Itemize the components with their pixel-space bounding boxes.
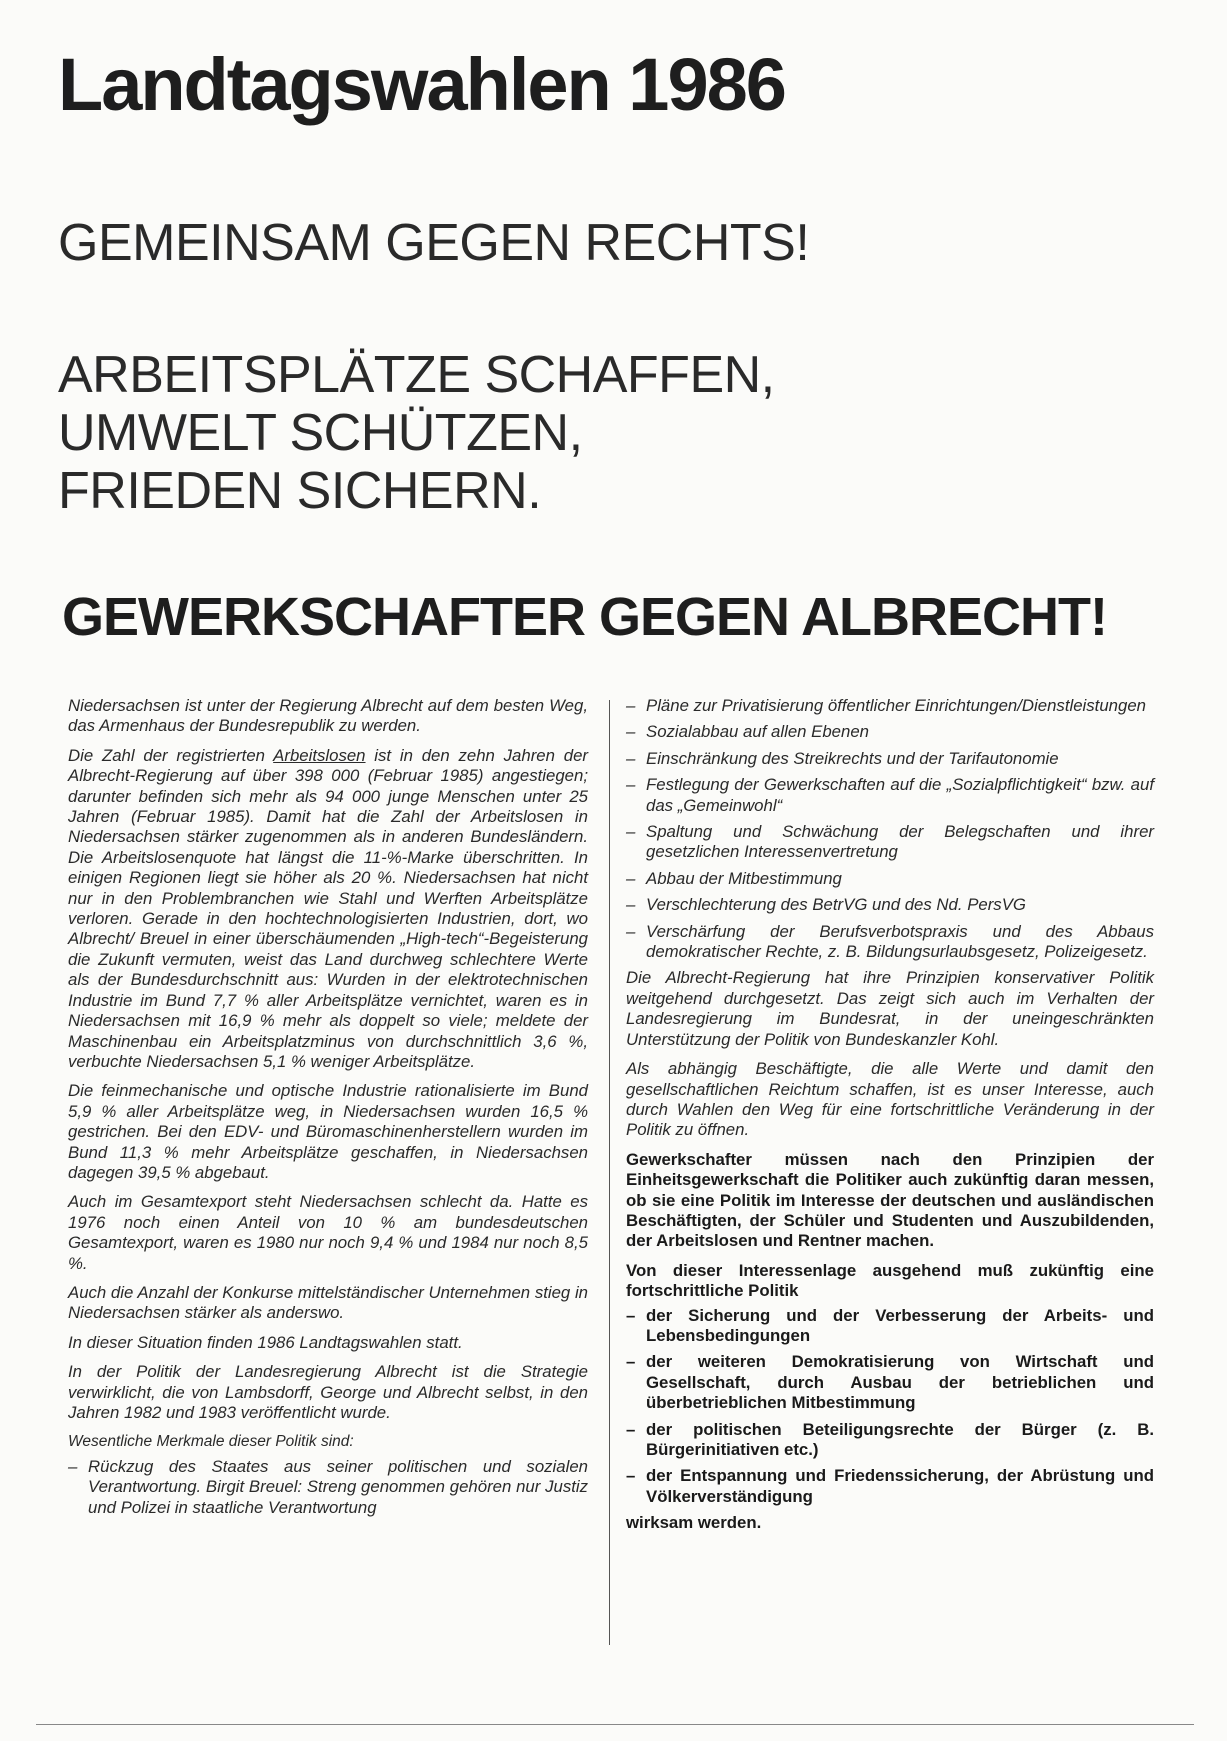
list-item: – Verschärfung der Berufsverbotspraxis und des Abbaus demokratischer Rechte, z. B. Bildungsurlaubsgesetz, Polizeigesetz. (626, 922, 1154, 963)
paragraph (68, 746, 588, 1073)
list-item: – der Sicherung und der Verbesserung der Arbeits- und Lebensbedingungen (626, 1306, 1154, 1347)
list-item: – Sozialabbau auf allen Ebenen (626, 722, 1154, 742)
slogan-gemeinsam: GEMEINSAM GEGEN RECHTS! (58, 214, 810, 272)
slogan-line: FRIEDEN SICHERN. (58, 462, 542, 520)
paragraph: Niedersachsen ist unter der Regierung Albrecht auf dem besten Weg, das Armenhaus der Bundesrepublik zu werden. (68, 696, 588, 736)
list-item: – Spaltung und Schwächung der Belegschaften und ihrer gesetzlichen Interessenvertretung (626, 822, 1154, 863)
list-intro: Wesentliche Merkmale dieser Politik sind: (68, 1433, 354, 1451)
paragraph: In dieser Situation finden 1986 Landtagswahlen statt. (68, 1332, 463, 1352)
demands-list (626, 1306, 1154, 1508)
slogan-line: ARBEITSPLÄTZE SCHAFFEN, (58, 346, 775, 404)
bold-paragraph: Gewerkschafter müssen nach den Prinzipien der Einheitsgewerkschaft die Politiker auch zukünftig daran messen, ob sie eine Politik im Interesse der deutschen und ausländischen Beschäftigten, der Schüler und Studenten und Auszubildenden, der Arbeitslosen und Rentner machen. (626, 1149, 1154, 1251)
slogan-arbeitsplaetze (58, 346, 775, 520)
text: Die Zahl der registrierten (68, 745, 274, 765)
paragraph: Die feinmechanische und optische Industrie rationalisierte im Bund 5,9 % aller Arbeitsplätze weg, in Niedersachsen wurden 16,5 % gestrichen. Bei den EDV- und Büromaschinenherstellern wurden im Bund 11,3 % mehr Arbeitsplätze geschaffen, in Niedersachsen dagegen 39,5 % abgebaut. (68, 1081, 588, 1182)
list-item: – der weiteren Demokratisierung von Wirtschaft und Gesellschaft, durch Ausbau der betrieblichen und überbetrieblichen Mitbestimmung (626, 1352, 1154, 1413)
column-divider (609, 700, 610, 1645)
slogan-line: UMWELT SCHÜTZEN, (58, 404, 583, 462)
paragraph: Auch im Gesamtexport steht Niedersachsen schlecht da. Hatte es 1976 noch einen Anteil von 10 % am bundesdeutschen Gesamtexport, waren es 1980 nur noch 9,4 % und 1984 nur noch 8,5 %. (68, 1192, 588, 1273)
main-title: Landtagswahlen 1986 (58, 43, 785, 126)
list-item: – Rückzug des Staates aus seiner politischen und sozialen Verantwortung. Birgit Breuel: Streng genommen gehören nur Justiz und Polizei in staatliche Verantwortung (68, 1457, 588, 1518)
list-item: – Pläne zur Privatisierung öffentlicher Einrichtungen/Dienstleistungen (626, 696, 1154, 716)
list-item: – Abbau der Mitbestimmung (626, 869, 1154, 889)
bottom-rule (36, 1724, 1194, 1725)
left-column (68, 696, 588, 1524)
paragraph: Auch die Anzahl der Konkurse mittelständischer Unternehmen stieg in Niedersachsen stärker als anderswo. (68, 1282, 588, 1323)
closing-text: wirksam werden. (626, 1513, 762, 1533)
headline: GEWERKSCHAFTER GEGEN ALBRECHT! (62, 587, 1107, 647)
policy-list-continued (626, 696, 1154, 962)
list-item: – Festlegung der Gewerkschaften auf die „Sozialpflichtigkeit“ bzw. auf das „Gemeinwohl“ (626, 775, 1154, 816)
paragraph: In der Politik der Landesregierung Albrecht ist die Strategie verwirklicht, die von Lambsdorff, George und Albrecht selbst, in den Jahren 1982 und 1983 veröffentlicht wurde. (68, 1362, 588, 1422)
right-column (626, 696, 1154, 1543)
list-item: – Einschränkung des Streikrechts und der Tarifautonomie (626, 749, 1154, 769)
text: ist in den zehn Jahren der Albrecht-Regierung auf über 398 000 (Februar 1985) angestiegen; darunter befinden sich mehr als 94 000 junge Menschen unter 25 Jahren (Februar 1985). Damit hat die Zahl der Arbeitslosen in Niedersachsen stärker zugenommen als in anderen Bundesländern. Die Arbeitslosenquote hat längst die 11-%-Marke überschritten. In einigen Regionen liegt sie höher als 20 %. Niedersachsen hat nicht nur in den Problembranchen wie Stahl und Werften Arbeitsplätze verloren. Gerade in den hochtechnologisierten Industrien, dort, wo Albrecht/ Breuel in einer überschäumenden „High-tech“-Begeisterung die Zukunft vermuten, weist das Land durchweg schlechtere Werte als der Bundesdurchschnitt aus: Wurden in der elektrotechnischen Industrie im Bund 7,7 % aller Arbeitsplätze vernichtet, waren es in Niedersachsen mit 16,9 % mehr als doppelt so viele; meldete der Maschinenbau ein Arbeitsplatzminus von durchschnittlich 3,6 %, verbuchte Niedersachsen 5,1 % weniger Arbeitsplätze. (68, 745, 588, 1071)
bold-paragraph: Von dieser Interessenlage ausgehend muß zukünftig eine fortschrittliche Politik (626, 1260, 1154, 1301)
list-item: – der politischen Beteiligungsrechte der Bürger (z. B. Bürgerinitiativen etc.) (626, 1420, 1154, 1461)
paragraph: Als abhängig Beschäftigte, die alle Werte und damit den gesellschaftlichen Reichtum schaffen, ist es unser Interesse, auch durch Wahlen den Weg für eine fortschrittliche Veränderung in der Politik zu öffnen. (626, 1059, 1154, 1140)
policy-list (68, 1457, 588, 1518)
paragraph: Die Albrecht-Regierung hat ihre Prinzipien konservativer Politik weitgehend durchgesetzt. Das zeigt sich auch im Verhalten der Landesregierung im Bundesrat, in der uneingeschränkten Unterstützung der Politik von Bundeskanzler Kohl. (626, 968, 1154, 1049)
list-item: – Verschlechterung des BetrVG und des Nd. PersVG (626, 895, 1154, 915)
underlined-word: Arbeitslosen (273, 745, 366, 765)
list-item: – der Entspannung und Friedenssicherung, der Abrüstung und Völkerverständigung (626, 1466, 1154, 1507)
